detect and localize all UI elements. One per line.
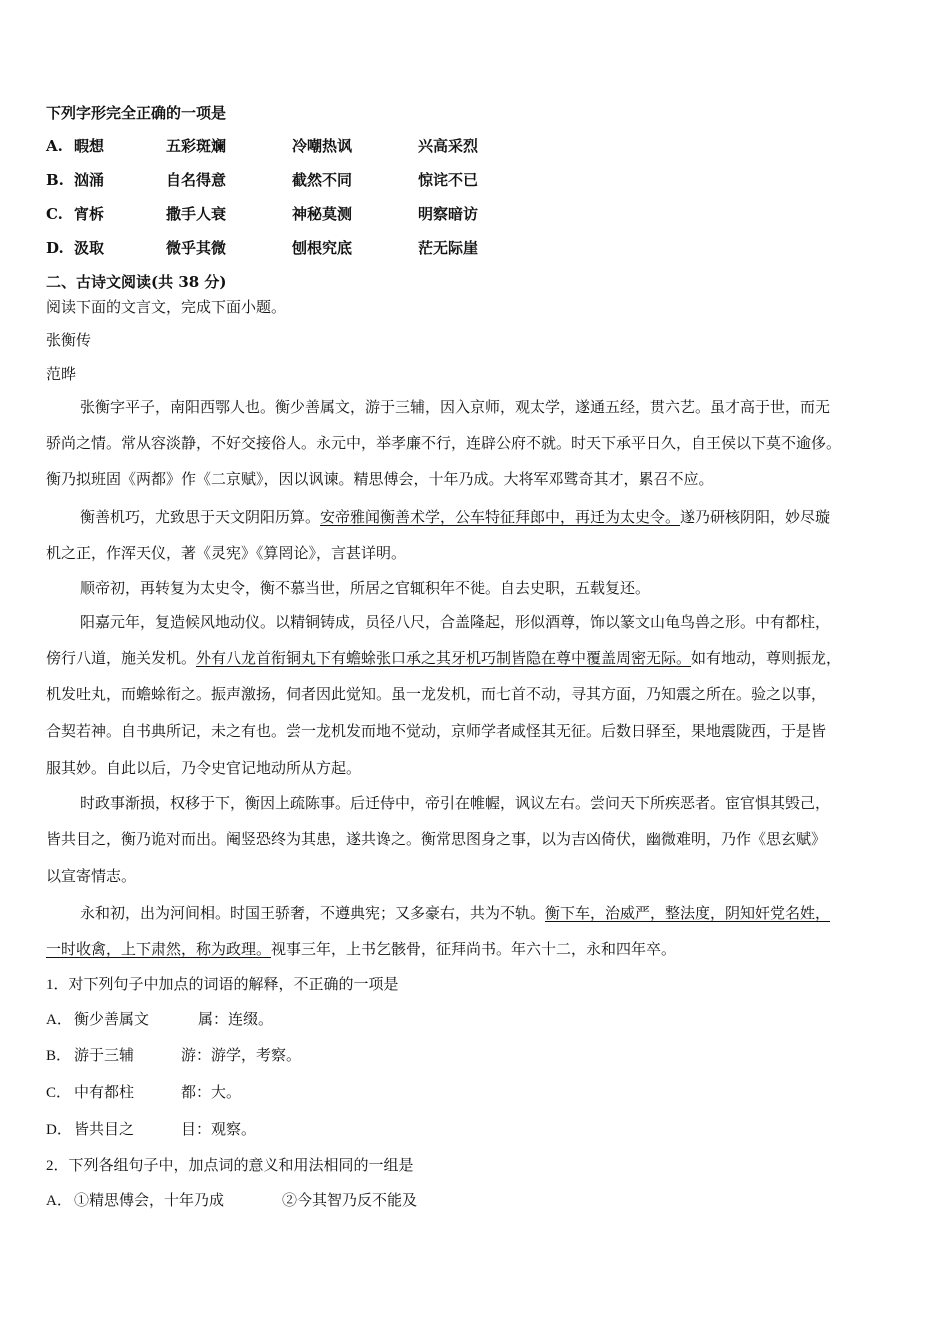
option-sentence: 衡少善属文 xyxy=(74,1012,150,1028)
paragraph-line: 骄尚之情。常从容淡静，不好交接俗人。永元中，举孝廉不行，连辟公府不就。时天下承平日久，自王侯以下莫不逾侈。 xyxy=(46,434,842,452)
option-sentence-2: ②今其智乃反不能及 xyxy=(282,1193,418,1209)
option-letter: B. xyxy=(46,171,64,189)
paragraph-line: 皆共目之，衡乃诡对而出。阉竖恐终为其患，遂共谗之。衡常思图身之事，以为吉凶倚伏，幽微难明，乃作《思玄赋》 xyxy=(46,830,827,848)
plain-text: 视事三年，上书乞骸骨，征拜尚书。年六十二，永和四年卒。 xyxy=(271,940,677,958)
option-word: 暇想 xyxy=(74,137,105,155)
option-letter: C． xyxy=(46,1085,72,1101)
option-gloss: 属：连缀。 xyxy=(198,1012,274,1028)
paragraph-line xyxy=(46,648,841,668)
option-gloss: 都：大。 xyxy=(181,1085,242,1101)
option-letter: A． xyxy=(46,1012,72,1028)
option-word: 惊诧不已 xyxy=(418,171,479,189)
underlined-sentence: 一时收禽，上下肃然，称为政理。 xyxy=(46,940,272,958)
option-word: 自名得意 xyxy=(166,171,227,189)
plain-text: 永和初，出为河间相。时国王骄奢，不遵典宪；又多豪右，共为不轨。 xyxy=(80,904,546,922)
plain-text: 如有地动，尊则振龙， xyxy=(691,649,842,667)
option-letter: B． xyxy=(46,1048,72,1064)
paragraph-line: 服其妙。自此以后，乃令史官记地动所从方起。 xyxy=(46,759,362,777)
option-word: 撒手人衰 xyxy=(166,205,227,223)
passage-title: 张衡传 xyxy=(46,331,92,349)
option-letter: D． xyxy=(46,1122,72,1138)
paragraph-line: 机之正，作浑天仪，著《灵宪》《算罔论》，言甚详明。 xyxy=(46,544,407,562)
paragraph-line: 衡乃拟班固《两都》作《二京赋》，因以讽谏。精思傅会，十年乃成。大将军邓骘奇其才，累召不应。 xyxy=(46,470,714,488)
option-letter: D. xyxy=(46,239,64,257)
option-gloss: 目：观察。 xyxy=(181,1122,257,1138)
option-gloss: 游：游学，考察。 xyxy=(181,1048,302,1064)
option-sentence-1: ①精思傅会，十年乃成 xyxy=(74,1193,225,1209)
option-word: 兴高采烈 xyxy=(418,137,479,155)
underlined-sentence: 衡下车，治威严，整法度，阴知奸党名姓， xyxy=(545,904,831,922)
question-2-stem: 2．下列各组句子中，加点词的意义和用法相同的一组是 xyxy=(46,1158,414,1174)
plain-text: 傍行八道，施关发机。 xyxy=(46,649,197,667)
paragraph-line: 合契若神。自书典所记，未之有也。尝一龙机发而地不觉动，京师学者咸怪其无征。后数日驿至，果地震陇西，于是皆 xyxy=(46,722,827,740)
underlined-sentence: 外有八龙首衔铜丸下有蟾蜍张口承之其牙机巧制皆隐在尊中覆盖周密无际。 xyxy=(196,649,692,667)
plain-text: 衡善机巧，尤致思于天文阴阳历算。 xyxy=(80,508,321,526)
option-word: 刨根究底 xyxy=(292,239,353,257)
option-word: 神秘莫测 xyxy=(292,205,353,223)
option-word: 冷嘲热讽 xyxy=(292,137,353,155)
option-sentence: 中有都柱 xyxy=(74,1085,135,1101)
option-word: 汲取 xyxy=(74,239,105,257)
paragraph-line: 机发吐丸，而蟾蜍衔之。振声激扬，伺者因此觉知。虽一龙发机，而七首不动，寻其方面，乃知震之所在。验之以事， xyxy=(46,685,827,703)
option-letter: A. xyxy=(46,137,63,155)
section-intro: 阅读下面的文言文，完成下面小题。 xyxy=(46,298,287,316)
option-word: 微乎其微 xyxy=(166,239,227,257)
option-word: 截然不同 xyxy=(292,171,353,189)
option-word: 明察暗访 xyxy=(418,205,479,223)
option-letter: A． xyxy=(46,1193,72,1209)
option-letter: C. xyxy=(46,205,63,223)
option-word: 茫无际崖 xyxy=(418,239,479,257)
paragraph-line xyxy=(46,939,676,959)
paragraph-line: 顺帝初，再转复为太史令，衡不慕当世，所居之官辄积年不徙。自去史职，五载复还。 xyxy=(80,579,651,597)
option-sentence: 游于三辅 xyxy=(74,1048,135,1064)
option-word: 宵柝 xyxy=(74,205,105,223)
paragraph-line: 张衡字平子，南阳西鄂人也。衡少善属文，游于三辅，因入京师，观太学，遂通五经，贯六艺。虽才高于世，而无 xyxy=(80,398,831,416)
option-word: 汹涌 xyxy=(74,171,105,189)
paragraph-line: 以宣寄情志。 xyxy=(46,867,137,885)
glyph-question-stem: 下列字形完全正确的一项是 xyxy=(46,104,227,122)
paragraph-line xyxy=(80,507,830,527)
passage-author: 范晔 xyxy=(46,365,77,383)
underlined-sentence: 安帝雅闻衡善术学，公车特征拜郎中，再迁为太史令。 xyxy=(320,508,681,526)
plain-text: 遂乃研核阴阳，妙尽璇 xyxy=(680,508,831,526)
option-sentence: 皆共目之 xyxy=(74,1122,135,1138)
paragraph-line: 阳嘉元年，复造候风地动仪。以精铜铸成，员径八尺，合盖隆起，形似酒尊，饰以篆文山龟鸟兽之形。中有都柱， xyxy=(80,613,831,631)
section-heading: 二、古诗文阅读(共 38 分) xyxy=(46,273,227,291)
option-word: 五彩斑斓 xyxy=(166,137,227,155)
paragraph-line: 时政事渐损，权移于下，衡因上疏陈事。后迁侍中，帝引在帷幄，讽议左右。尝问天下所疾恶者。宦官惧其毁己， xyxy=(80,794,831,812)
question-1-stem: 1．对下列句子中加点的词语的解释，不正确的一项是 xyxy=(46,977,399,993)
paragraph-line xyxy=(80,903,830,923)
